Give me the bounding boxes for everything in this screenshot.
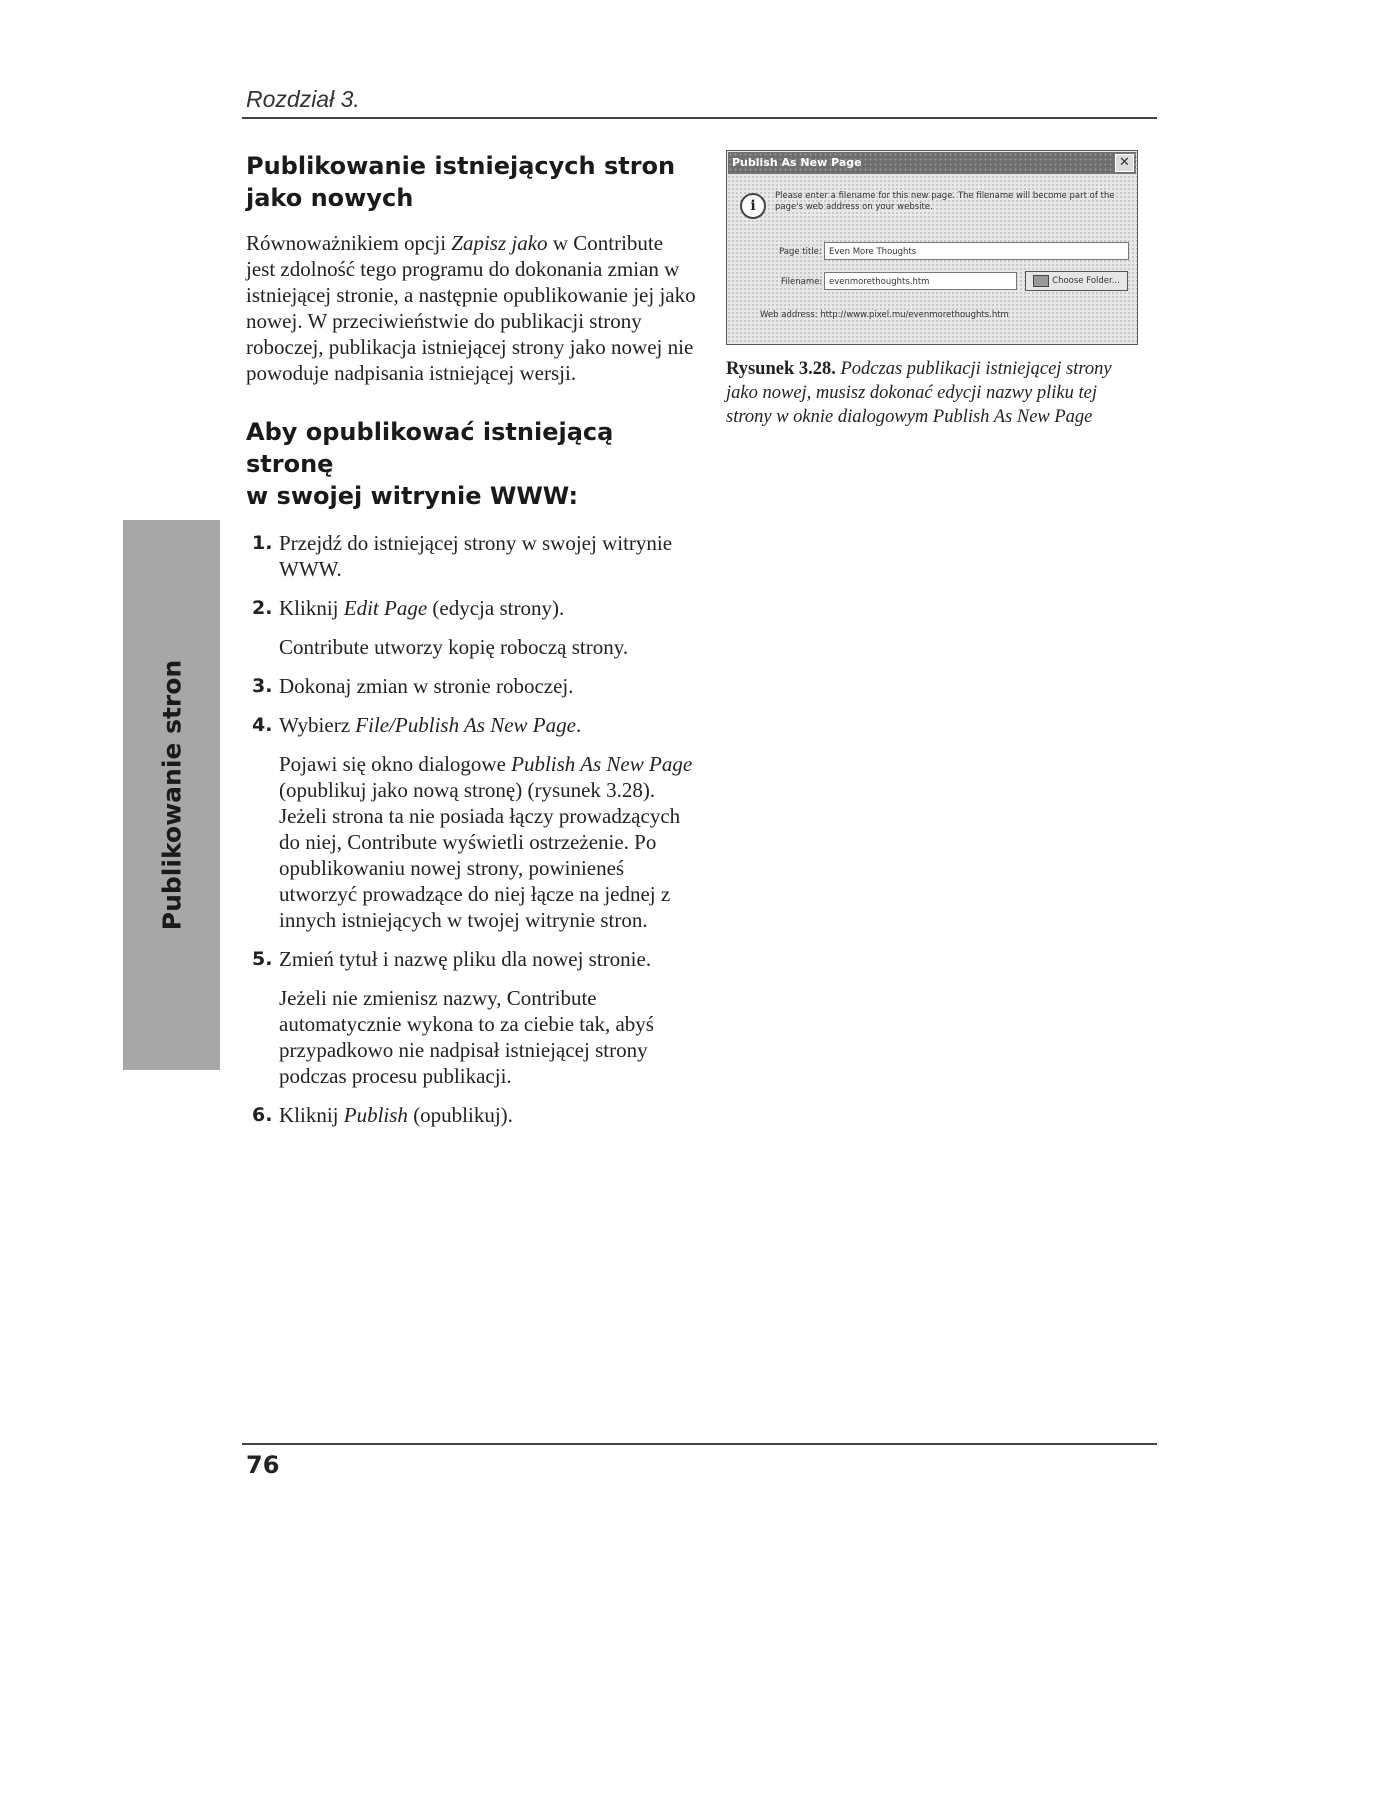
- main-column: [246, 150, 696, 1141]
- intro-text-part1: Równoważnikiem opcji: [246, 231, 452, 255]
- figure-column: [726, 150, 1136, 429]
- step-item: [246, 530, 696, 582]
- section-heading-line2: jako nowych: [246, 184, 414, 212]
- filename-label: Filename:: [781, 277, 823, 287]
- chapter-header: Rozdział 3.: [246, 86, 360, 112]
- step-item: [246, 712, 696, 738]
- step-text-pre: Kliknij: [279, 1103, 344, 1127]
- side-tab-label: Publikowanie stron: [157, 659, 186, 931]
- step-number: 5.: [252, 948, 273, 970]
- dialog-title: Publish As New Page: [732, 156, 862, 169]
- step-text-post: (opublikuj).: [407, 1103, 513, 1127]
- web-address-row: [760, 310, 1009, 320]
- step-note: [246, 751, 696, 933]
- choose-folder-button[interactable]: [1025, 271, 1128, 291]
- page-title-input[interactable]: Even More Thoughts: [824, 242, 1129, 260]
- step-number: 6.: [252, 1104, 273, 1126]
- step-note: Jeżeli nie zmienisz nazwy, Contribute automatycznie wykona to za ciebie tak, abyś przypadkowo nie nadpisał istniejącej strony podczas procesu publikacji.: [279, 986, 654, 1088]
- page-title-label: Page title:: [779, 247, 822, 257]
- step-number: 3.: [252, 675, 273, 697]
- web-address-value: http://www.pixel.mu/evenmorethoughts.htm: [820, 310, 1009, 320]
- step-note: Contribute utworzy kopię roboczą strony.: [279, 635, 629, 659]
- close-icon[interactable]: ✕: [1115, 154, 1134, 172]
- header-rule: [242, 117, 1157, 119]
- step-number: 2.: [252, 597, 273, 619]
- dialog-titlebar: [728, 152, 1136, 174]
- step-text: Dokonaj zmian w stronie roboczej.: [279, 674, 574, 698]
- publish-dialog-screenshot: [726, 150, 1138, 345]
- caption-text: Podczas publikacji istniejącej strony jako nowej, musisz dokonać edycji nazwy pliku tej strony w oknie dialogowym Publish As New Page: [726, 359, 1112, 427]
- step-text-pre: Kliknij: [279, 596, 344, 620]
- note-text-post: (opublikuj jako nową stronę) (rysunek 3.28). Jeżeli strona ta nie posiada łączy prowadzących do niej, Contribute wyświetli ostrzeżenie. Po opublikowaniu nowej strony, powinieneś utworzyć prowadzące do niej łącze na jednej z innych istniejących w twojej witrynie stron.: [279, 778, 681, 932]
- step-number: 4.: [252, 714, 273, 736]
- step-item: [246, 595, 696, 621]
- note-text-pre: Pojawi się okno dialogowe: [279, 752, 512, 776]
- section-heading-line1: Publikowanie istniejących stron: [246, 152, 676, 180]
- procedure-heading-line1: Aby opublikować istniejącą stronę: [246, 418, 614, 478]
- intro-emphasis: Zapisz jako: [451, 231, 548, 255]
- step-emphasis: Edit Page: [343, 596, 428, 620]
- caption-number: Rysunek 3.28.: [726, 359, 836, 379]
- step-item: [246, 1102, 696, 1128]
- info-icon: i: [740, 193, 766, 219]
- step-item: [246, 673, 696, 699]
- step-text-post: (edycja strony).: [427, 596, 565, 620]
- step-text: Przejdź do istniejącej strony w swojej witrynie WWW.: [279, 531, 673, 581]
- steps-list: [246, 530, 696, 1128]
- folder-icon: [1033, 275, 1049, 287]
- section-side-tab: [123, 520, 220, 1070]
- web-address-label: Web address:: [760, 310, 818, 320]
- choose-folder-label: Choose Folder...: [1052, 276, 1120, 286]
- section-heading: [246, 150, 696, 214]
- figure-caption: [726, 357, 1136, 429]
- dialog-info-text: Please enter a filename for this new page. The filename will become part of the page's web address on your website.: [775, 191, 1115, 212]
- footer-rule: [242, 1443, 1157, 1445]
- step-text-post: .: [575, 713, 582, 737]
- procedure-heading-line2: w swojej witrynie WWW:: [246, 482, 579, 510]
- intro-paragraph: [246, 230, 696, 386]
- step-emphasis: File/Publish As New Page: [355, 713, 576, 737]
- step-text-pre: Wybierz: [279, 713, 356, 737]
- note-emphasis: Publish As New Page: [511, 752, 693, 776]
- page-number: 76: [246, 1451, 280, 1479]
- step-emphasis: Publish: [343, 1103, 408, 1127]
- filename-input[interactable]: evenmorethoughts.htm: [824, 272, 1017, 290]
- step-item: [246, 946, 696, 972]
- step-number: 1.: [252, 532, 273, 554]
- intro-text-part2: w Contribute jest zdolność tego programu do dokonania zmian w istniejącej stronie, a następnie opublikowanie jej jako nowej. W przeciwieństwie do publikacji strony roboczej, publikacja istniejącej strony jako nowej nie powoduje nadpisania istniejącej wersji.: [246, 231, 696, 385]
- procedure-heading: [246, 416, 696, 512]
- step-text: Zmień tytuł i nazwę pliku dla nowej stronie.: [279, 947, 652, 971]
